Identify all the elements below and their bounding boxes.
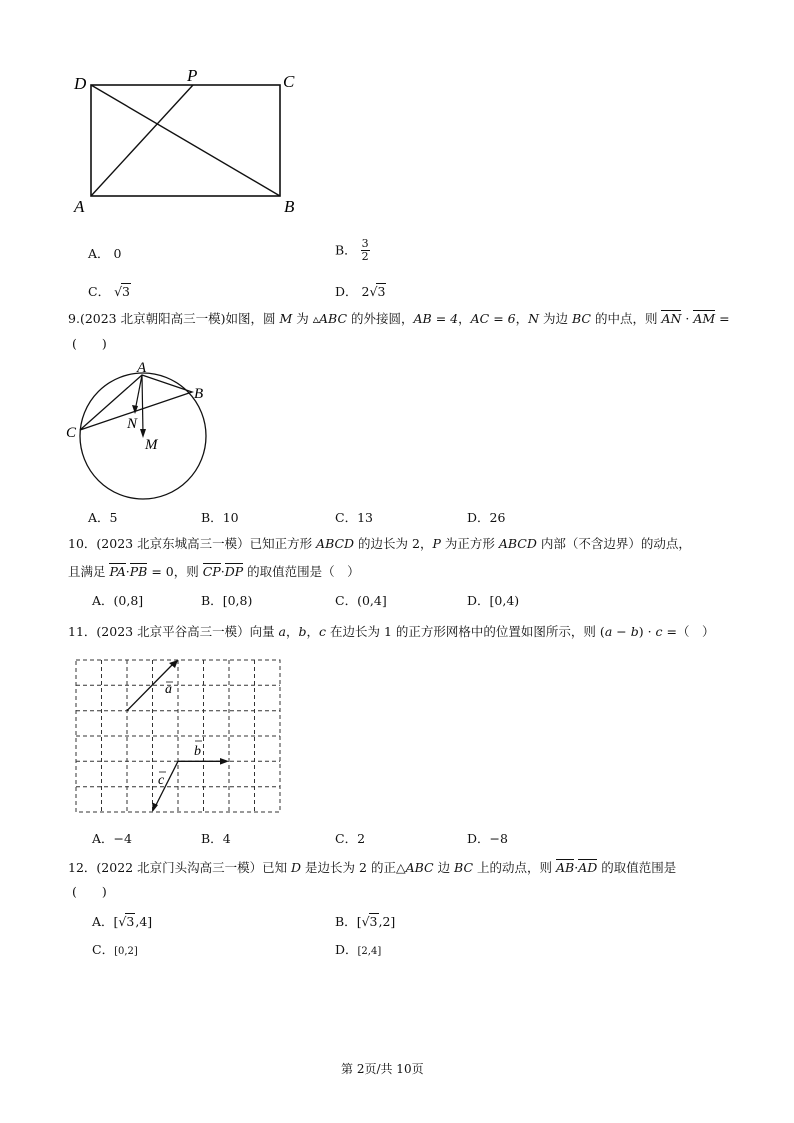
label-vector-a: a	[165, 682, 172, 697]
q10-option-c[interactable]: C．(0,4]	[335, 593, 387, 608]
q12-option-b[interactable]: B．[√3,2]	[335, 914, 396, 929]
sqrt-sign: √	[118, 914, 127, 929]
q8-option-d[interactable]	[335, 283, 386, 300]
q11-option-a[interactable]: A．−4	[92, 831, 132, 846]
label-vector-b: b	[194, 744, 201, 759]
q9-option-c[interactable]: C．13	[335, 510, 373, 525]
label-a: A	[137, 360, 147, 376]
q12-option-d[interactable]: D．[2,4]	[335, 942, 382, 957]
option-label: B．	[335, 242, 357, 258]
label-b: B	[194, 386, 204, 402]
label-a: A	[74, 197, 85, 216]
option-label: C．	[88, 284, 111, 299]
q10-option-b[interactable]: B．[0,8)	[201, 593, 253, 608]
vector-ad: AD	[578, 860, 598, 875]
vector-dp: DP	[224, 564, 244, 579]
q12-answer-paren: ( )	[72, 884, 107, 899]
sqrt-value: 3	[377, 284, 386, 299]
q9-answer-paren: ( )	[72, 336, 107, 351]
q11-stem: 11．(2023 北京平谷高三一模）向量 a，b，c 在边长为 1 的正方形网格中的位置如图所示，则 (a − b) · c =（ ）	[68, 624, 715, 639]
label-d: D	[74, 74, 87, 93]
vector-ab: AB	[555, 860, 575, 875]
q9-stem: 9.(2023 北京朝阳高三一模)如图，圆 M 为 ▵ABC 的外接圆，AB = 4，AC = 6，N 为边 BC 的中点，则 AN · AM =	[68, 311, 730, 326]
q12-option-c[interactable]: C．[0,2]	[92, 942, 138, 957]
dashed-grid	[76, 660, 280, 812]
q11-option-c[interactable]: C．2	[335, 831, 366, 846]
vector-am: AM	[693, 311, 716, 326]
fraction	[361, 238, 370, 263]
option-label: D．	[335, 284, 358, 299]
sqrt-sign: √	[114, 284, 123, 299]
q11-option-d[interactable]: D．−8	[467, 831, 508, 846]
sqrt-value: 3	[122, 284, 130, 299]
label-p: P	[187, 66, 198, 85]
vector-grid-figure	[70, 653, 286, 819]
page-footer: 第 2页/共 10页	[341, 1062, 424, 1076]
sqrt-sign: √	[369, 284, 378, 299]
circle-figure	[62, 358, 222, 506]
vector-an: AN	[661, 311, 682, 326]
vector-cp: CP	[202, 564, 221, 579]
q10-option-d[interactable]: D．[0,4)	[467, 593, 520, 608]
q12-stem: 12．(2022 北京门头沟高三一模）已知 D 是边长为 2 的正△ABC 边 BC 上的动点，则 AB·AD 的取值范围是	[68, 860, 677, 875]
q10-stem-line1: 10．(2023 北京东城高三一模）已知正方形 ABCD 的边长为 2，P 为正方形 ABCD 内部（不含边界）的动点，	[68, 536, 691, 551]
label-b: B	[284, 197, 295, 216]
rectangle-figure	[70, 66, 310, 222]
option-label: A．	[88, 246, 110, 261]
coefficient: 2	[361, 284, 370, 299]
q10-option-a[interactable]: A．(0,8]	[92, 593, 144, 608]
denominator: 2	[361, 250, 369, 263]
numerator: 3	[361, 237, 369, 250]
label-m: M	[145, 437, 158, 453]
q9-option-b[interactable]: B．10	[201, 510, 239, 525]
vector-pa: PA	[109, 564, 126, 579]
q12-option-a[interactable]: A．[√3,4]	[92, 914, 153, 929]
label-c: C	[66, 425, 77, 441]
label-vector-c: c	[158, 773, 165, 788]
q10-stem-line2: 且满足 PA·PB = 0，则 CP·DP 的取值范围是（ ）	[68, 564, 360, 579]
q8-option-c[interactable]	[88, 283, 131, 300]
sqrt-sign: √	[361, 914, 370, 929]
vector-pb: PB	[129, 564, 148, 579]
label-n: N	[127, 416, 138, 432]
q8-option-b[interactable]	[335, 238, 370, 263]
q9-option-d[interactable]: D．26	[467, 510, 506, 525]
q9-option-a[interactable]: A．5	[88, 510, 118, 525]
option-value: 0	[113, 246, 122, 261]
label-c: C	[283, 72, 295, 91]
q8-option-a[interactable]	[88, 246, 121, 262]
q11-option-b[interactable]: B．4	[201, 831, 231, 846]
